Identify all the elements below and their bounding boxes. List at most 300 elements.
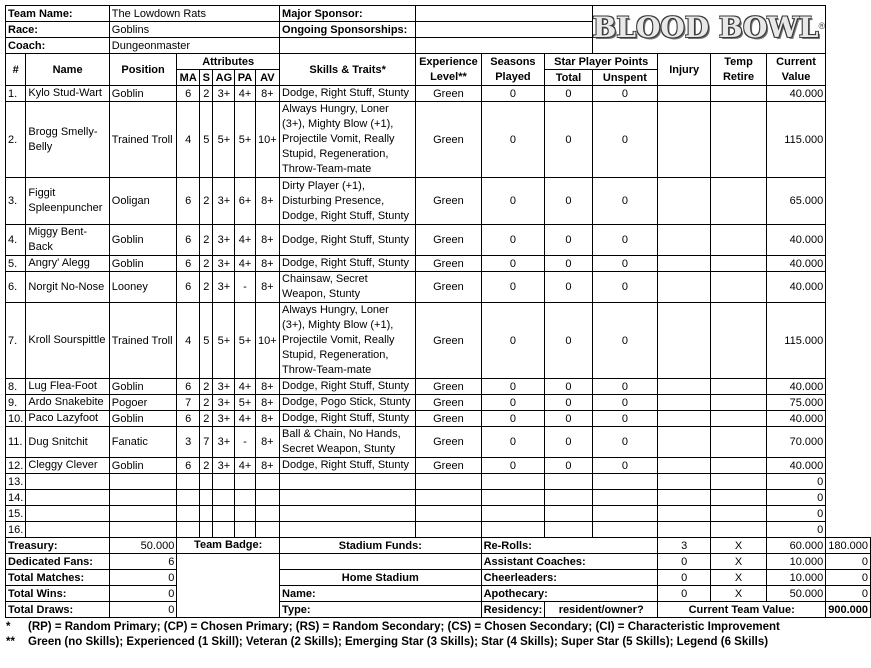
player-skills[interactable] — [280, 474, 416, 490]
player-skills[interactable]: Always Hungry, Loner (3+), Mighty Blow (+1), Projectile Vomit, Really Stupid, Regeneration, Throw-Team-mate — [280, 102, 416, 178]
player-number[interactable]: 14. — [6, 490, 26, 506]
player-av[interactable]: 8+ — [255, 427, 279, 458]
player-av[interactable]: 8+ — [255, 395, 279, 411]
player-current-value[interactable]: 40.000 — [766, 458, 825, 474]
player-skills[interactable]: Dodge, Right Stuff, Stunty — [280, 458, 416, 474]
player-name[interactable]: Ardo Snakebite — [26, 395, 109, 411]
player-temp-retire[interactable] — [711, 474, 767, 490]
table-row[interactable] — [6, 225, 871, 256]
player-spp-total[interactable] — [545, 490, 592, 506]
player-current-value[interactable]: 115.000 — [766, 102, 825, 178]
player-ma[interactable] — [177, 506, 200, 522]
player-pa[interactable]: 5+ — [235, 102, 255, 178]
player-ag[interactable] — [213, 474, 235, 490]
player-seasons[interactable]: 0 — [481, 411, 545, 427]
player-spp-unspent[interactable]: 0 — [592, 256, 657, 272]
player-spp-unspent[interactable]: 0 — [592, 86, 657, 102]
player-name[interactable]: Kylo Stud-Wart — [26, 86, 109, 102]
player-av[interactable]: 8+ — [255, 411, 279, 427]
player-current-value[interactable]: 65.000 — [766, 178, 825, 225]
table-row[interactable] — [6, 474, 871, 490]
player-spp-total[interactable]: 0 — [545, 272, 592, 303]
player-spp-unspent[interactable]: 0 — [592, 303, 657, 379]
player-experience[interactable]: Green — [416, 86, 481, 102]
player-position[interactable]: Pogoer — [109, 395, 177, 411]
player-spp-unspent[interactable]: 0 — [592, 427, 657, 458]
player-temp-retire[interactable] — [711, 86, 767, 102]
total-draws-value[interactable]: 0 — [109, 602, 177, 618]
player-experience[interactable]: Green — [416, 225, 481, 256]
player-experience[interactable] — [416, 490, 481, 506]
player-s[interactable]: 2 — [200, 178, 213, 225]
player-ag[interactable]: 3+ — [213, 178, 235, 225]
treasury-value[interactable]: 50.000 — [109, 538, 177, 554]
player-ag[interactable]: 3+ — [213, 458, 235, 474]
player-ma[interactable] — [177, 522, 200, 538]
player-pa[interactable]: - — [235, 272, 255, 303]
player-number[interactable]: 16. — [6, 522, 26, 538]
player-seasons[interactable] — [481, 490, 545, 506]
player-seasons[interactable]: 0 — [481, 272, 545, 303]
player-pa[interactable]: 5+ — [235, 395, 255, 411]
player-s[interactable]: 2 — [200, 256, 213, 272]
player-name[interactable]: Paco Lazyfoot — [26, 411, 109, 427]
col-seasons: Seasons Played — [481, 54, 545, 86]
player-ma[interactable] — [177, 474, 200, 490]
player-spp-total[interactable]: 0 — [545, 395, 592, 411]
player-experience[interactable]: Green — [416, 178, 481, 225]
team-badge-area[interactable] — [177, 554, 280, 618]
player-spp-unspent[interactable]: 0 — [592, 225, 657, 256]
player-position[interactable] — [109, 490, 177, 506]
player-spp-total[interactable]: 0 — [545, 178, 592, 225]
player-skills[interactable] — [280, 506, 416, 522]
player-name[interactable]: Figgit Spleenpuncher — [26, 178, 109, 225]
player-ma[interactable]: 6 — [177, 86, 200, 102]
rerolls-label: Re-Rolls: — [481, 538, 658, 554]
player-av[interactable]: 10+ — [255, 303, 279, 379]
player-seasons[interactable]: 0 — [481, 86, 545, 102]
player-ag[interactable] — [213, 490, 235, 506]
player-spp-total[interactable]: 0 — [545, 102, 592, 178]
player-spp-unspent[interactable] — [592, 506, 657, 522]
player-position[interactable]: Trained Troll — [109, 303, 177, 379]
player-number[interactable]: 1. — [6, 86, 26, 102]
player-seasons[interactable]: 0 — [481, 379, 545, 395]
player-seasons[interactable] — [481, 474, 545, 490]
player-ma[interactable]: 7 — [177, 395, 200, 411]
player-av[interactable]: 8+ — [255, 86, 279, 102]
player-temp-retire[interactable] — [711, 303, 767, 379]
player-position[interactable] — [109, 522, 177, 538]
player-spp-total[interactable]: 0 — [545, 427, 592, 458]
coach-value[interactable]: Dungeonmaster — [109, 38, 279, 54]
player-injury[interactable] — [658, 178, 711, 225]
player-current-value[interactable]: 40.000 — [766, 379, 825, 395]
player-temp-retire[interactable] — [711, 458, 767, 474]
player-ag[interactable]: 3+ — [213, 225, 235, 256]
player-spp-unspent[interactable] — [592, 522, 657, 538]
player-current-value[interactable]: 40.000 — [766, 411, 825, 427]
col-position: Position — [109, 54, 177, 86]
sponsor-spare-cell[interactable] — [280, 38, 416, 54]
player-position[interactable]: Trained Troll — [109, 102, 177, 178]
table-row[interactable] — [6, 427, 871, 458]
player-temp-retire[interactable] — [711, 522, 767, 538]
player-number[interactable]: 5. — [6, 256, 26, 272]
apothecary-count[interactable]: 0 — [658, 586, 711, 602]
player-temp-retire[interactable] — [711, 506, 767, 522]
player-skills[interactable]: Always Hungry, Loner (3+), Mighty Blow (+1), Projectile Vomit, Really Stupid, Regeneration, Throw-Team-mate — [280, 303, 416, 379]
player-spp-unspent[interactable]: 0 — [592, 102, 657, 178]
table-row[interactable] — [6, 272, 871, 303]
player-skills[interactable]: Dodge, Pogo Stick, Stunty — [280, 395, 416, 411]
player-ag[interactable]: 5+ — [213, 303, 235, 379]
player-injury[interactable] — [658, 102, 711, 178]
player-temp-retire[interactable] — [711, 490, 767, 506]
player-seasons[interactable]: 0 — [481, 458, 545, 474]
sponsor-spare-cell-2[interactable] — [416, 38, 592, 54]
player-av[interactable]: 8+ — [255, 225, 279, 256]
player-s[interactable]: 2 — [200, 86, 213, 102]
player-position[interactable] — [109, 474, 177, 490]
player-ma[interactable]: 6 — [177, 272, 200, 303]
player-skills[interactable]: Dodge, Right Stuff, Stunty — [280, 379, 416, 395]
table-row[interactable] — [6, 102, 871, 178]
player-s[interactable]: 2 — [200, 272, 213, 303]
player-spp-total[interactable]: 0 — [545, 379, 592, 395]
player-spp-total[interactable]: 0 — [545, 225, 592, 256]
rerolls-x: X — [711, 538, 767, 554]
player-position[interactable]: Ooligan — [109, 178, 177, 225]
player-av[interactable]: 8+ — [255, 178, 279, 225]
table-row[interactable] — [6, 256, 871, 272]
player-seasons[interactable] — [481, 522, 545, 538]
player-current-value[interactable]: 70.000 — [766, 427, 825, 458]
player-skills[interactable]: Dirty Player (+1), Disturbing Presence, Dodge, Right Stuff, Stunty — [280, 178, 416, 225]
player-s[interactable]: 2 — [200, 395, 213, 411]
player-pa[interactable]: 4+ — [235, 225, 255, 256]
player-number[interactable]: 10. — [6, 411, 26, 427]
player-experience[interactable]: Green — [416, 458, 481, 474]
table-row[interactable] — [6, 522, 871, 538]
player-pa[interactable] — [235, 474, 255, 490]
player-seasons[interactable]: 0 — [481, 256, 545, 272]
player-ag[interactable]: 5+ — [213, 102, 235, 178]
player-position[interactable]: Goblin — [109, 458, 177, 474]
player-injury[interactable] — [658, 506, 711, 522]
player-number[interactable]: 12. — [6, 458, 26, 474]
player-ma[interactable]: 6 — [177, 458, 200, 474]
player-position[interactable] — [109, 506, 177, 522]
player-s[interactable] — [200, 474, 213, 490]
player-av[interactable] — [255, 474, 279, 490]
player-injury[interactable] — [658, 411, 711, 427]
player-s[interactable]: 5 — [200, 303, 213, 379]
player-spp-total[interactable]: 0 — [545, 458, 592, 474]
player-av[interactable] — [255, 490, 279, 506]
player-name[interactable]: Brogg Smelly-Belly — [26, 102, 109, 178]
player-ag[interactable]: 3+ — [213, 411, 235, 427]
player-injury[interactable] — [658, 427, 711, 458]
player-number[interactable]: 8. — [6, 379, 26, 395]
player-position[interactable]: Goblin — [109, 379, 177, 395]
player-spp-total[interactable] — [545, 522, 592, 538]
player-ma[interactable]: 3 — [177, 427, 200, 458]
table-row[interactable] — [6, 178, 871, 225]
player-pa[interactable]: 4+ — [235, 379, 255, 395]
player-current-value[interactable]: 0 — [766, 506, 825, 522]
player-name[interactable]: Norgit No-Nose — [26, 272, 109, 303]
player-temp-retire[interactable] — [711, 427, 767, 458]
player-ma[interactable]: 4 — [177, 303, 200, 379]
player-pa[interactable]: 4+ — [235, 86, 255, 102]
cheerleaders-count[interactable]: 0 — [658, 570, 711, 586]
total-matches-value[interactable]: 0 — [109, 570, 177, 586]
player-current-value[interactable]: 75.000 — [766, 395, 825, 411]
table-row[interactable] — [6, 86, 871, 102]
player-seasons[interactable]: 0 — [481, 225, 545, 256]
player-name[interactable]: Lug Flea-Foot — [26, 379, 109, 395]
player-experience[interactable]: Green — [416, 303, 481, 379]
dedicated-fans-value[interactable]: 6 — [109, 554, 177, 570]
player-number[interactable]: 6. — [6, 272, 26, 303]
player-spp-total[interactable] — [545, 506, 592, 522]
player-seasons[interactable] — [481, 506, 545, 522]
player-ma[interactable]: 6 — [177, 256, 200, 272]
player-position[interactable]: Fanatic — [109, 427, 177, 458]
player-ag[interactable]: 3+ — [213, 272, 235, 303]
player-av[interactable]: 8+ — [255, 272, 279, 303]
player-av[interactable] — [255, 506, 279, 522]
stadium-funds-value[interactable] — [280, 554, 482, 570]
player-s[interactable]: 2 — [200, 458, 213, 474]
player-spp-total[interactable]: 0 — [545, 411, 592, 427]
assistant-coaches-count[interactable]: 0 — [658, 554, 711, 570]
player-pa[interactable]: 4+ — [235, 458, 255, 474]
footnote-skills-text: (RP) = Random Primary; (CP) = Chosen Primary; (RS) = Random Secondary; (CS) = Chosen Secondary; (CI) = Characteristic Improvement — [28, 621, 780, 633]
table-row[interactable] — [6, 490, 871, 506]
player-ag[interactable] — [213, 522, 235, 538]
player-pa[interactable]: 5+ — [235, 303, 255, 379]
player-skills[interactable]: Dodge, Right Stuff, Stunty — [280, 86, 416, 102]
player-spp-unspent[interactable]: 0 — [592, 272, 657, 303]
player-experience[interactable]: Green — [416, 427, 481, 458]
player-temp-retire[interactable] — [711, 178, 767, 225]
table-row[interactable] — [6, 458, 871, 474]
player-injury[interactable] — [658, 379, 711, 395]
player-number[interactable]: 7. — [6, 303, 26, 379]
team-name-value[interactable]: The Lowdown Rats — [109, 6, 279, 22]
player-temp-retire[interactable] — [711, 102, 767, 178]
player-ag[interactable]: 3+ — [213, 395, 235, 411]
player-position[interactable]: Looney — [109, 272, 177, 303]
player-s[interactable]: 7 — [200, 427, 213, 458]
player-experience[interactable] — [416, 474, 481, 490]
player-av[interactable]: 10+ — [255, 102, 279, 178]
player-injury[interactable] — [658, 303, 711, 379]
player-name[interactable] — [26, 490, 109, 506]
residency-value[interactable]: resident/owner? — [545, 602, 658, 618]
player-current-value[interactable]: 115.000 — [766, 303, 825, 379]
player-seasons[interactable]: 0 — [481, 303, 545, 379]
player-number[interactable]: 2. — [6, 102, 26, 178]
player-s[interactable]: 2 — [200, 225, 213, 256]
player-temp-retire[interactable] — [711, 395, 767, 411]
player-skills[interactable] — [280, 522, 416, 538]
player-injury[interactable] — [658, 474, 711, 490]
table-row[interactable] — [6, 411, 871, 427]
player-current-value[interactable]: 40.000 — [766, 225, 825, 256]
player-spp-total[interactable] — [545, 474, 592, 490]
ongoing-sponsorships-value[interactable] — [416, 22, 592, 38]
player-seasons[interactable]: 0 — [481, 427, 545, 458]
player-s[interactable]: 5 — [200, 102, 213, 178]
player-name[interactable]: Cleggy Clever — [26, 458, 109, 474]
player-pa[interactable] — [235, 522, 255, 538]
player-injury[interactable] — [658, 458, 711, 474]
player-number[interactable]: 3. — [6, 178, 26, 225]
player-ma[interactable] — [177, 490, 200, 506]
player-pa[interactable] — [235, 490, 255, 506]
player-spp-unspent[interactable]: 0 — [592, 178, 657, 225]
player-pa[interactable]: 4+ — [235, 411, 255, 427]
cheerleaders-label: Cheerleaders: — [481, 570, 658, 586]
player-temp-retire[interactable] — [711, 225, 767, 256]
player-ag[interactable]: 3+ — [213, 256, 235, 272]
player-number[interactable]: 15. — [6, 506, 26, 522]
player-seasons[interactable]: 0 — [481, 395, 545, 411]
col-ag: AG — [213, 70, 235, 86]
player-skills[interactable]: Ball & Chain, No Hands, Secret Weapon, Stunty — [280, 427, 416, 458]
player-s[interactable] — [200, 506, 213, 522]
player-spp-unspent[interactable] — [592, 490, 657, 506]
table-row[interactable] — [6, 506, 871, 522]
player-experience[interactable]: Green — [416, 411, 481, 427]
player-ma[interactable]: 6 — [177, 225, 200, 256]
player-experience[interactable]: Green — [416, 102, 481, 178]
race-value[interactable]: Goblins — [109, 22, 279, 38]
player-s[interactable]: 2 — [200, 379, 213, 395]
player-spp-total[interactable]: 0 — [545, 303, 592, 379]
table-row[interactable] — [6, 379, 871, 395]
player-injury[interactable] — [658, 256, 711, 272]
rerolls-total: 180.000 — [826, 538, 871, 554]
player-pa[interactable]: 6+ — [235, 178, 255, 225]
player-name[interactable] — [26, 522, 109, 538]
player-number[interactable]: 9. — [6, 395, 26, 411]
player-current-value[interactable]: 40.000 — [766, 86, 825, 102]
player-s[interactable] — [200, 490, 213, 506]
player-skills[interactable]: Dodge, Right Stuff, Stunty — [280, 256, 416, 272]
total-wins-value[interactable]: 0 — [109, 586, 177, 602]
player-current-value[interactable]: 40.000 — [766, 256, 825, 272]
player-position[interactable]: Goblin — [109, 225, 177, 256]
player-name[interactable]: Miggy Bent-Back — [26, 225, 109, 256]
player-injury[interactable] — [658, 395, 711, 411]
player-experience[interactable]: Green — [416, 256, 481, 272]
player-name[interactable]: Dug Snitchit — [26, 427, 109, 458]
player-experience[interactable] — [416, 522, 481, 538]
player-s[interactable]: 2 — [200, 411, 213, 427]
player-skills[interactable]: Chainsaw, Secret Weapon, Stunty — [280, 272, 416, 303]
player-spp-total[interactable]: 0 — [545, 86, 592, 102]
table-row[interactable] — [6, 395, 871, 411]
player-pa[interactable]: 4+ — [235, 256, 255, 272]
player-spp-unspent[interactable]: 0 — [592, 458, 657, 474]
player-ag[interactable] — [213, 506, 235, 522]
player-av[interactable] — [255, 522, 279, 538]
rerolls-count[interactable]: 3 — [658, 538, 711, 554]
player-ma[interactable]: 4 — [177, 102, 200, 178]
player-ma[interactable]: 6 — [177, 178, 200, 225]
player-temp-retire[interactable] — [711, 256, 767, 272]
player-number[interactable]: 13. — [6, 474, 26, 490]
player-current-value[interactable]: 40.000 — [766, 272, 825, 303]
player-ag[interactable]: 3+ — [213, 427, 235, 458]
player-av[interactable]: 8+ — [255, 256, 279, 272]
player-s[interactable] — [200, 522, 213, 538]
player-injury[interactable] — [658, 272, 711, 303]
player-seasons[interactable]: 0 — [481, 178, 545, 225]
player-name[interactable] — [26, 474, 109, 490]
player-skills[interactable] — [280, 490, 416, 506]
player-injury[interactable] — [658, 225, 711, 256]
player-ag[interactable]: 3+ — [213, 86, 235, 102]
player-position[interactable]: Goblin — [109, 86, 177, 102]
player-name[interactable]: Angry' Alegg — [26, 256, 109, 272]
player-experience[interactable]: Green — [416, 379, 481, 395]
player-injury[interactable] — [658, 490, 711, 506]
player-name[interactable] — [26, 506, 109, 522]
player-number[interactable]: 4. — [6, 225, 26, 256]
player-name[interactable]: Kroll Sourspittle — [26, 303, 109, 379]
major-sponsor-value[interactable] — [416, 6, 592, 22]
player-ag[interactable]: 3+ — [213, 379, 235, 395]
player-number[interactable]: 11. — [6, 427, 26, 458]
player-current-value[interactable]: 0 — [766, 490, 825, 506]
player-spp-unspent[interactable]: 0 — [592, 379, 657, 395]
player-skills[interactable]: Dodge, Right Stuff, Stunty — [280, 411, 416, 427]
player-current-value[interactable]: 0 — [766, 522, 825, 538]
player-position[interactable]: Goblin — [109, 411, 177, 427]
table-row[interactable] — [6, 303, 871, 379]
player-ma[interactable]: 6 — [177, 411, 200, 427]
player-temp-retire[interactable] — [711, 379, 767, 395]
player-position[interactable]: Goblin — [109, 256, 177, 272]
player-experience[interactable]: Green — [416, 395, 481, 411]
player-spp-unspent[interactable]: 0 — [592, 411, 657, 427]
player-experience[interactable]: Green — [416, 272, 481, 303]
player-av[interactable]: 8+ — [255, 379, 279, 395]
player-spp-total[interactable]: 0 — [545, 256, 592, 272]
player-temp-retire[interactable] — [711, 272, 767, 303]
player-av[interactable]: 8+ — [255, 458, 279, 474]
player-seasons[interactable]: 0 — [481, 102, 545, 178]
player-skills[interactable]: Dodge, Right Stuff, Stunty — [280, 225, 416, 256]
player-spp-unspent[interactable]: 0 — [592, 395, 657, 411]
player-temp-retire[interactable] — [711, 411, 767, 427]
player-pa[interactable]: - — [235, 427, 255, 458]
player-injury[interactable] — [658, 86, 711, 102]
home-stadium-label: Home Stadium — [280, 570, 482, 586]
player-current-value[interactable]: 0 — [766, 474, 825, 490]
player-ma[interactable]: 6 — [177, 379, 200, 395]
player-pa[interactable] — [235, 506, 255, 522]
player-injury[interactable] — [658, 522, 711, 538]
player-experience[interactable] — [416, 506, 481, 522]
player-spp-unspent[interactable] — [592, 474, 657, 490]
